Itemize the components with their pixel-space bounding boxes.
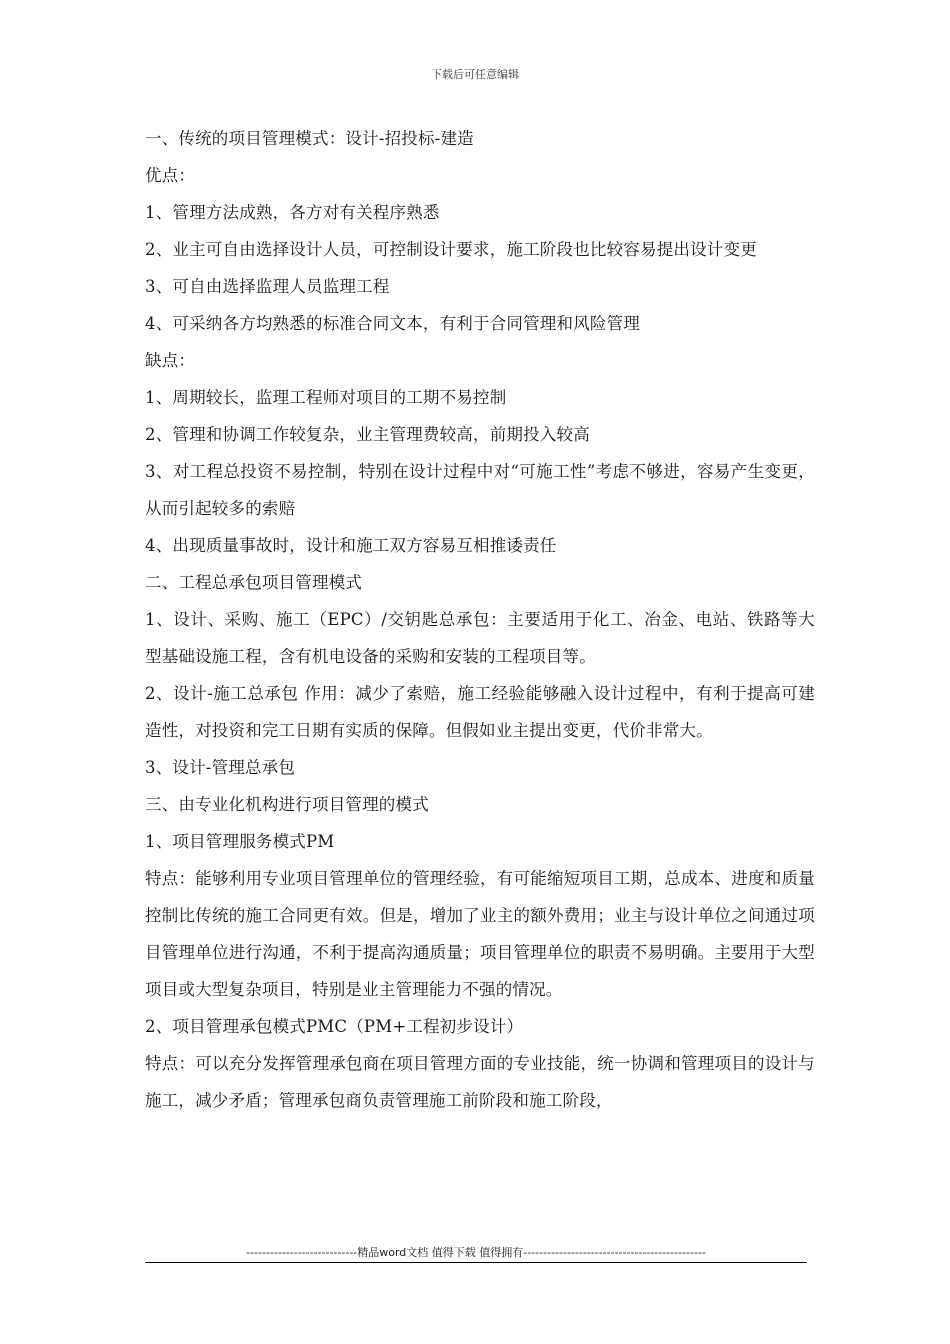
list-item: 1、项目管理服务模式PM [145, 832, 335, 851]
list-item: 3、对工程总投资不易控制，特别在设计过程中对“可施工性”考虑不够进，容易产生变更，从而引起较多的索赔 [145, 462, 815, 518]
paragraph: 特点：可以充分发挥管理承包商在项目管理方面的专业技能，统一协调和管理项目的设计与施工，减少矛盾；管理承包商负责管理施工前阶段和施工阶段， [145, 1054, 815, 1110]
section-heading-2: 二、工程总承包项目管理模式 [145, 573, 363, 592]
list-item: 4、可采纳各方均熟悉的标准合同文本，有利于合同管理和风险管理 [145, 314, 640, 333]
list-item: 2、项目管理承包模式PMC（PM+工程初步设计） [145, 1017, 524, 1036]
list-item: 2、业主可自由选择设计人员，可控制设计要求，施工阶段也比较容易提出设计变更 [145, 240, 757, 259]
header-note: 下载后可任意编辑 [431, 68, 519, 81]
document-body [145, 120, 815, 1119]
list-item: 1、周期较长，监理工程师对项目的工期不易控制 [145, 388, 507, 407]
section-heading-3: 三、由专业化机构进行项目管理的模式 [145, 795, 429, 814]
section-heading-1: 一、传统的项目管理模式：设计-招投标-建造 [145, 129, 474, 148]
list-item: 1、设计、采购、施工（EPC）/交钥匙总承包：主要适用于化工、冶金、电站、铁路等大型基础设施工程，含有机电设备的采购和安装的工程项目等。 [145, 610, 815, 666]
list-item: 3、可自由选择监理人员监理工程 [145, 277, 390, 296]
list-item: 2、管理和协调工作较复杂，业主管理费较高，前期投入较高 [145, 425, 590, 444]
list-item: 1、管理方法成熟，各方对有关程序熟悉 [145, 203, 440, 222]
list-item: 3、设计-管理总承包 [145, 758, 296, 777]
disadvantages-label: 缺点： [145, 351, 196, 370]
list-item: 4、出现质量事故时，设计和施工双方容易互相推诿责任 [145, 536, 557, 555]
footer-rule [145, 1262, 807, 1263]
list-item: 2、设计-施工总承包 作用：减少了索赔，施工经验能够融入设计过程中，有利于提高可建造性，对投资和完工日期有实质的保障。但假如业主提出变更，代价非常大。 [145, 684, 815, 740]
paragraph: 特点：能够利用专业项目管理单位的管理经验，有可能缩短项目工期，总成本、进度和质量控制比传统的施工合同更有效。但是，增加了业主的额外费用；业主与设计单位之间通过项目管理单位进行沟通，不利于提高沟通质量；项目管理单位的职责不易明确。主要用于大型项目或大型复杂项目，特别是业主管理能力不强的情况。 [145, 869, 815, 999]
footer-text: ----------------------------精品word文档 值得下载 值得拥有---------------------------------------------- [246, 1246, 706, 1259]
advantages-label: 优点： [145, 166, 196, 185]
